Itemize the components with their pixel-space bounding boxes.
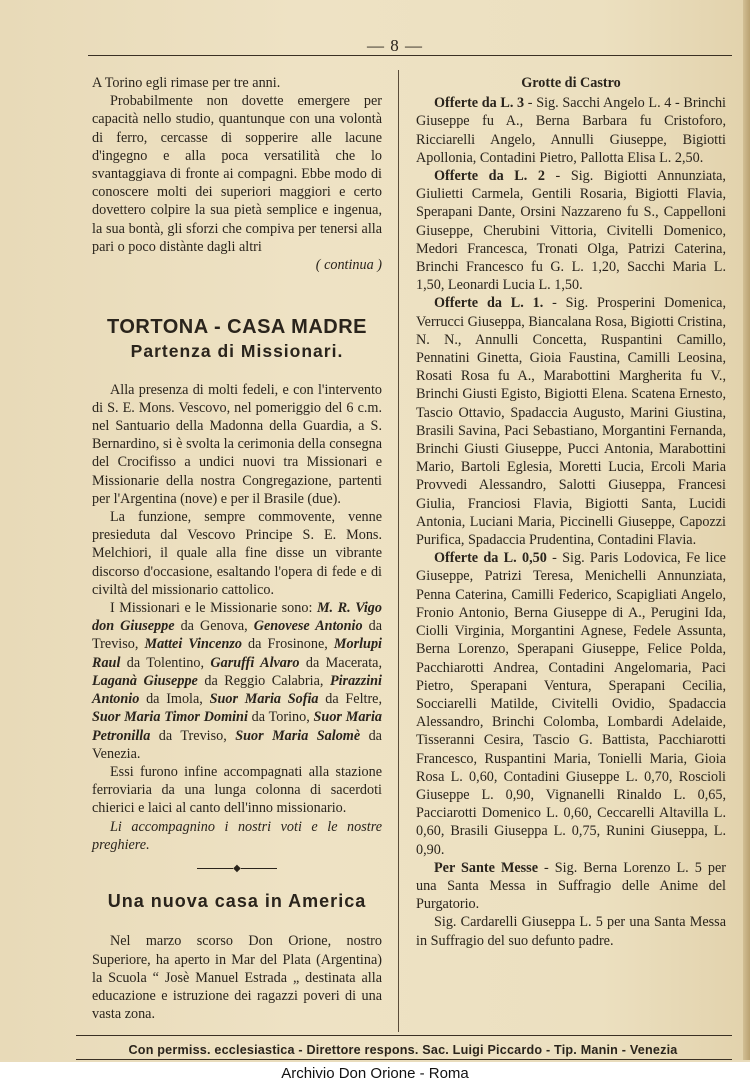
offer-label: Offerte da L. 2 [434,168,545,185]
missionary-name: Suor Maria Salomè [235,727,361,744]
missionary-name: Pirazzini Antonio [92,672,382,708]
column-divider [398,70,399,1032]
missionary-origin: da Treviso, [150,727,236,744]
ornament-divider: ◆ [192,864,282,874]
missionary-name: Suor Maria Sofia [209,691,319,708]
missionary-origin: da Torino, [247,709,314,726]
offer-last: Sig. Cardarelli Giuseppa L. 5 per una Santa Messa in Suffragio del suo defunto padre. [416,914,726,949]
offer-text: - Sig. Prosperini Domenica, Verrucci Giuseppa, Biancalana Rosa, Bigiotti Cristina, N. N., Annulli Concetta, Ruspantini Camillo, Pennatini Ginetta, Gioia Faustina, Camilli Leosina, Rosati Rosa fu A., Marabottini Margherita fu V., Brinchi Giusti Egisto, Bigiotti Elena. Scatena Ernesto, Tascio Ottavio, Spadaccia Augusto, Marini Giustina, Brasili Savina, Paci Sebastiano, Morgantini Fernanda, Brinchi Giusti Giuseppe, Pucci Antonia, Marabottini Mario, Bartoli Eglesia, Moretti Lucia, Ercoli Maria Provvedi Alessandro, Salotti Giuseppa, Francesi Giulia, Franciosi Flavia, Bigiotti Santa, Lucidi Antonia, Luciani Maria, Piccinelli Giuseppe, Capozzi Purifica, Spadaccia Prudentina, Contadini Flavia. [416,295,726,549]
left-column [92,74,382,1023]
page-number: — 8 — [367,36,423,55]
missionary-origin: da Treviso, [92,618,382,653]
missionary-name: Laganà Giuseppe [92,672,198,689]
tortona-heading: TORTONA - CASA MADRE [107,316,367,339]
header-rule [88,55,732,56]
offer-label: Offerte da L. 0,50 [434,550,547,567]
missionary-origin: da Macerata, [299,654,382,671]
tortona-closing: Li accompagnino i nostri voti e le nostre preghiere. [92,818,382,853]
america-heading: Una nuova casa in America [107,891,367,912]
missionary-name: Suor Maria Timor Domini [92,709,248,726]
america-paragraph: Nel marzo scorso Don Orione, nostro Superiore, ha aperto in Mar del Plata (Argentina) la Scuola “ Josè Manuel Estrada „ destinata alla educazione e istruzione dei ragazzi poveri di una vasta zona. [92,933,382,1023]
offer-label: Per Sante Messe [434,859,538,876]
archive-caption: Archivio Don Orione - Roma [0,1062,750,1088]
missionary-name: M. R. Vigo don Giuseppe [92,600,382,635]
missionary-origin: da Venezia. [92,727,382,762]
offer-paragraph [416,294,726,549]
missionari-intro: I Missionari e le Missionarie sono: [110,600,317,617]
offer-text: - Sig. Sacchi Angelo L. 4 - Brinchi Giuseppe fu A., Berna Barbara fu Cristoforo, Ricciarelli Angelo, Annulli Giuseppe, Bigiotti Apollonia, Contadini Pietro, Pallotta Elisa L. 2,50. [416,95,726,166]
footer-rule-bottom [76,1059,732,1060]
offer-paragraph [416,94,726,167]
intro-paragraph: Probabilmente non dovette emergere per capacità nello studio, quantunque con una volontà di ferro, cercasse di sopperire alle lacune d'ingegno e alla poca versatilità che lo svantaggiava di fronte ai compagni. Ebbe modo di conoscere molti dei superiori maggiori e certo dovettero colpire la sua pietà semplice e ingenua, la sua bontà, gli sforzi che compiva per tenersi alla pari o poco distànte dagli altri [92,93,382,255]
offer-paragraph [416,859,726,914]
missionary-origin: da Tolentino, [120,654,211,671]
missionari-paragraph [92,599,382,763]
footer-rule-top [76,1035,732,1036]
grotte-heading: Grotte di Castro [521,75,621,91]
tortona-paragraph-4: Essi furono infine accompagnati alla stazione ferroviaria da una lunga colonna di sacerdoti chierici e laici al canto dell'inno missionario. [92,763,382,817]
tortona-subheading: Partenza di Missionari. [130,341,344,362]
offer-text: - Sig. Berna Lorenzo L. 5 per una Santa Messa in Suffragio delle Anime del Purgatorio. [416,859,726,913]
missionary-origin: da Genova, [174,618,254,635]
offer-label: Offerte da L. 1. [434,295,544,312]
missionary-origin: da Feltre, [318,691,383,708]
offer-text: - Sig. Bigiotti Annunziata, Giulietti Carmela, Gentili Rosaria, Bigiotti Flavia, Sperapani Dante, Orsini Nazzareno fu S., Cappelloni Giuseppe, Cherubini Vittoria, Civitelli Domenico, Medori Francesca, Tronati Olga, Patrizi Caterina, Brinchi Francesco fu G. L. 1,20, Sacchi Maria L. 1,50, Leonardi Lucia L. 1,50. [416,168,726,294]
missionary-name: Genovese Antonio [253,618,363,635]
continua-note: ( continua ) [315,257,382,274]
missionary-name: Morlupi Raul [92,636,382,671]
offer-paragraph [416,549,726,858]
right-column [416,74,726,950]
missionary-origin: da Reggio Calabria, [197,672,330,689]
imprint-footer: Con permiss. ecclesiastica - Direttore respons. Sac. Luigi Piccardo - Tip. Manin - Venezia [128,1043,678,1057]
missionary-name: Mattei Vincenzo [144,636,242,653]
missionary-origin: da Imola, [139,691,210,708]
offer-label: Offerte da L. 3 [434,95,525,112]
missionary-name: Garuffi Alvaro [210,654,300,671]
page-edge [743,0,750,1060]
offer-text: - Sig. Paris Lodovica, Fe lice Giuseppe, Patrizi Teresa, Menichelli Annunziata, Penna Caterina, Camilli Federico, Scapigliati Angelo, Fronio Antonio, Berna Giuseppe di A., Perugini Ida, Ciolli Virginia, Morgantini Agnese, Fedele Assunta, Berna Lorenzo, Sperapani Giuseppe, Felice Polda, Pacchiarotti Andrea, Contadini Angelomaria, Paci Pietro, Sperapani Ventura, Sperapani Cecilia, Socciarelli Matilde, Civitelli Ovidio, Spadaccia Alessandro, Brinchi Colomba, Lombardi Adelaide, Tisseranni Cesira, Tascio G. Battista, Pacchiarotti Francesco, Ruspantini Maria, Tonielli Maria, Gioia Rosa L. 0,60, Contadini Giuseppe L. 0,70, Roscioli Giuseppe L. 0,90, Vignanelli Rinaldo L. 0,65, Pacciarotti Domenico L. 0,60, Ceccarelli Altavilla L. 0,60, Brasili Giuseppa L. 0,75, Runini Giuseppa, L. 0,90. [416,550,726,858]
missionary-name: Suor Maria Petronilla [92,709,382,744]
tortona-paragraph-1: Alla presenza di molti fedeli, e con l'intervento di S. E. Mons. Vescovo, nel pomeriggio del 6 c.m. nel Santuario della Madonna della Guardia, a S. Bernardino, si è svolta la cerimonia della consegna del Crocifisso a undici nuovi tra Missionari e Missionarie della nostra Congregazione, partenti per l'Argentina (nove) e per il Brasile (due). [92,381,382,507]
tortona-paragraph-2: La funzione, sempre commovente, venne presieduta dal Vescovo Principe S. E. Mons. Melchiori, il quale alla fine disse un vibrante discorso d'occasione, esaltando l'opera di fede e di civiltà del missionario cattolico. [92,509,382,598]
intro-line: A Torino egli rimase per tre anni. [92,75,281,91]
offer-paragraph [416,167,726,294]
missionary-origin: da Frosinone, [241,636,334,653]
